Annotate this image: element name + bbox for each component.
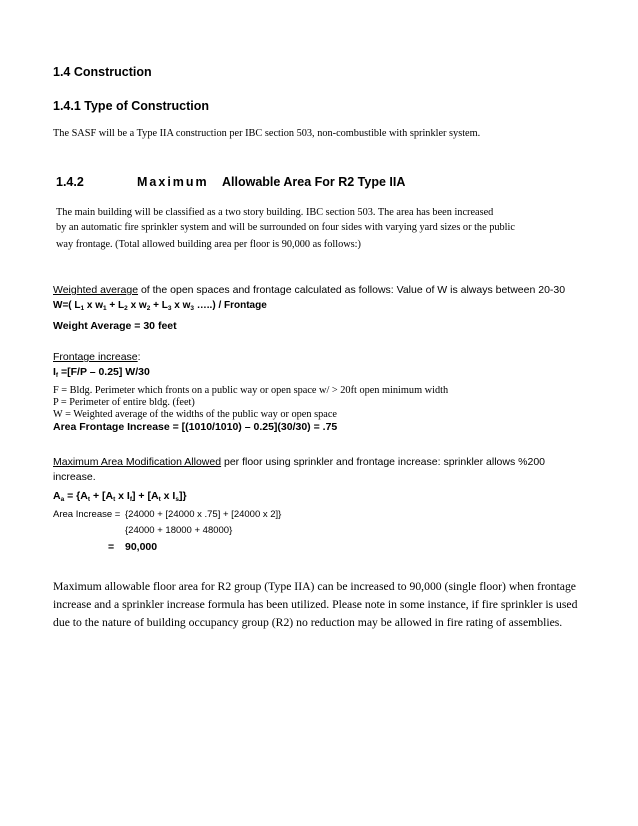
building-paragraph-line-2: by an automatic fire sprinkler system and will be surrounded on four sides with varying yard sizes or the public bbox=[56, 222, 515, 233]
construction-type-paragraph: The SASF will be a Type IIA construction per IBC section 503, non-combustible with sprinkler system. bbox=[53, 128, 481, 139]
frontage-def-f: F = Bldg. Perimeter which fronts on a public way or open space w/ > 20ft open minimum width bbox=[53, 385, 449, 396]
section-heading-1-4: 1.4 Construction bbox=[53, 65, 152, 79]
frontage-def-w: W = Weighted average of the widths of the public way or open space bbox=[53, 409, 337, 420]
weighted-formula: W=( $L_1$ x $w_1 + L_2$ x $w_2 + L_3$ x $w_3$ …..) / Frontage bbox=[53, 300, 267, 312]
section-heading-1-4-1: 1.4.1 Type of Construction bbox=[53, 99, 210, 113]
modification-label: Maximum Area Modification Allowed bbox=[53, 456, 222, 468]
area-increase-label: Area Increase = bbox=[53, 509, 121, 520]
area-increase-equals: = bbox=[108, 541, 115, 553]
modification-line bbox=[53, 456, 545, 468]
modification-desc: per floor using sprinkler and frontage increase: sprinkler allows %200 bbox=[221, 456, 545, 468]
section-heading-1-4-2-maximum: Maximum bbox=[137, 175, 209, 189]
area-increase-total: 90,000 bbox=[125, 541, 158, 553]
modification-line-2: increase. bbox=[53, 471, 96, 483]
area-increase-line-1: {24000 + [24000 x .75] + [24000 x 2]} bbox=[125, 509, 282, 520]
closing-paragraph-line-2: increase and a sprinkler increase formula has been utilized. Please note in some instance, if fire sprinkler is used bbox=[53, 598, 578, 611]
weighted-average-line bbox=[53, 284, 565, 296]
closing-paragraph-line-3: due to the nature of building occupancy group (R2) no reduction may be allowed in fire rating of assemblies. bbox=[53, 616, 563, 629]
frontage-increase-heading: Frontage increase: bbox=[53, 351, 141, 363]
weighted-average-desc: of the open spaces and frontage calculated as follows: Value of W is always between 20-30 bbox=[138, 284, 566, 296]
closing-paragraph-line-1: Maximum allowable floor area for R2 group (Type IIA) can be increased to 90,000 (single floor) when frontage bbox=[53, 580, 576, 593]
building-paragraph-line-1: The main building will be classified as a two story building. IBC section 503. The area has been increased bbox=[56, 207, 494, 218]
weighted-average-label: Weighted average bbox=[53, 284, 139, 296]
section-heading-1-4-2-title: Allowable Area For R2 Type IIA bbox=[222, 175, 406, 189]
area-frontage-increase-result: Area Frontage Increase = [(1010/1010) – 0.25](30/30) = .75 bbox=[53, 421, 338, 433]
frontage-formula: $I_f =[F/P - 0.25]$ W/30 bbox=[53, 366, 150, 379]
weight-average-result: Weight Average = 30 feet bbox=[53, 320, 177, 332]
area-increase-line-2: {24000 + 18000 + 48000} bbox=[125, 525, 233, 536]
frontage-increase-label: Frontage increase bbox=[53, 351, 138, 363]
section-heading-1-4-2-number: 1.4.2 bbox=[56, 175, 84, 189]
frontage-def-p: P = Perimeter of entire bldg. (feet) bbox=[53, 397, 195, 408]
building-paragraph-line-3: way frontage. (Total allowed building area per floor is 90,000 as follows:) bbox=[56, 239, 361, 250]
area-formula: $A_a = \{A_t + [A_t$ x $I_f] + [A_t$ x $I_s$]} bbox=[53, 490, 187, 503]
